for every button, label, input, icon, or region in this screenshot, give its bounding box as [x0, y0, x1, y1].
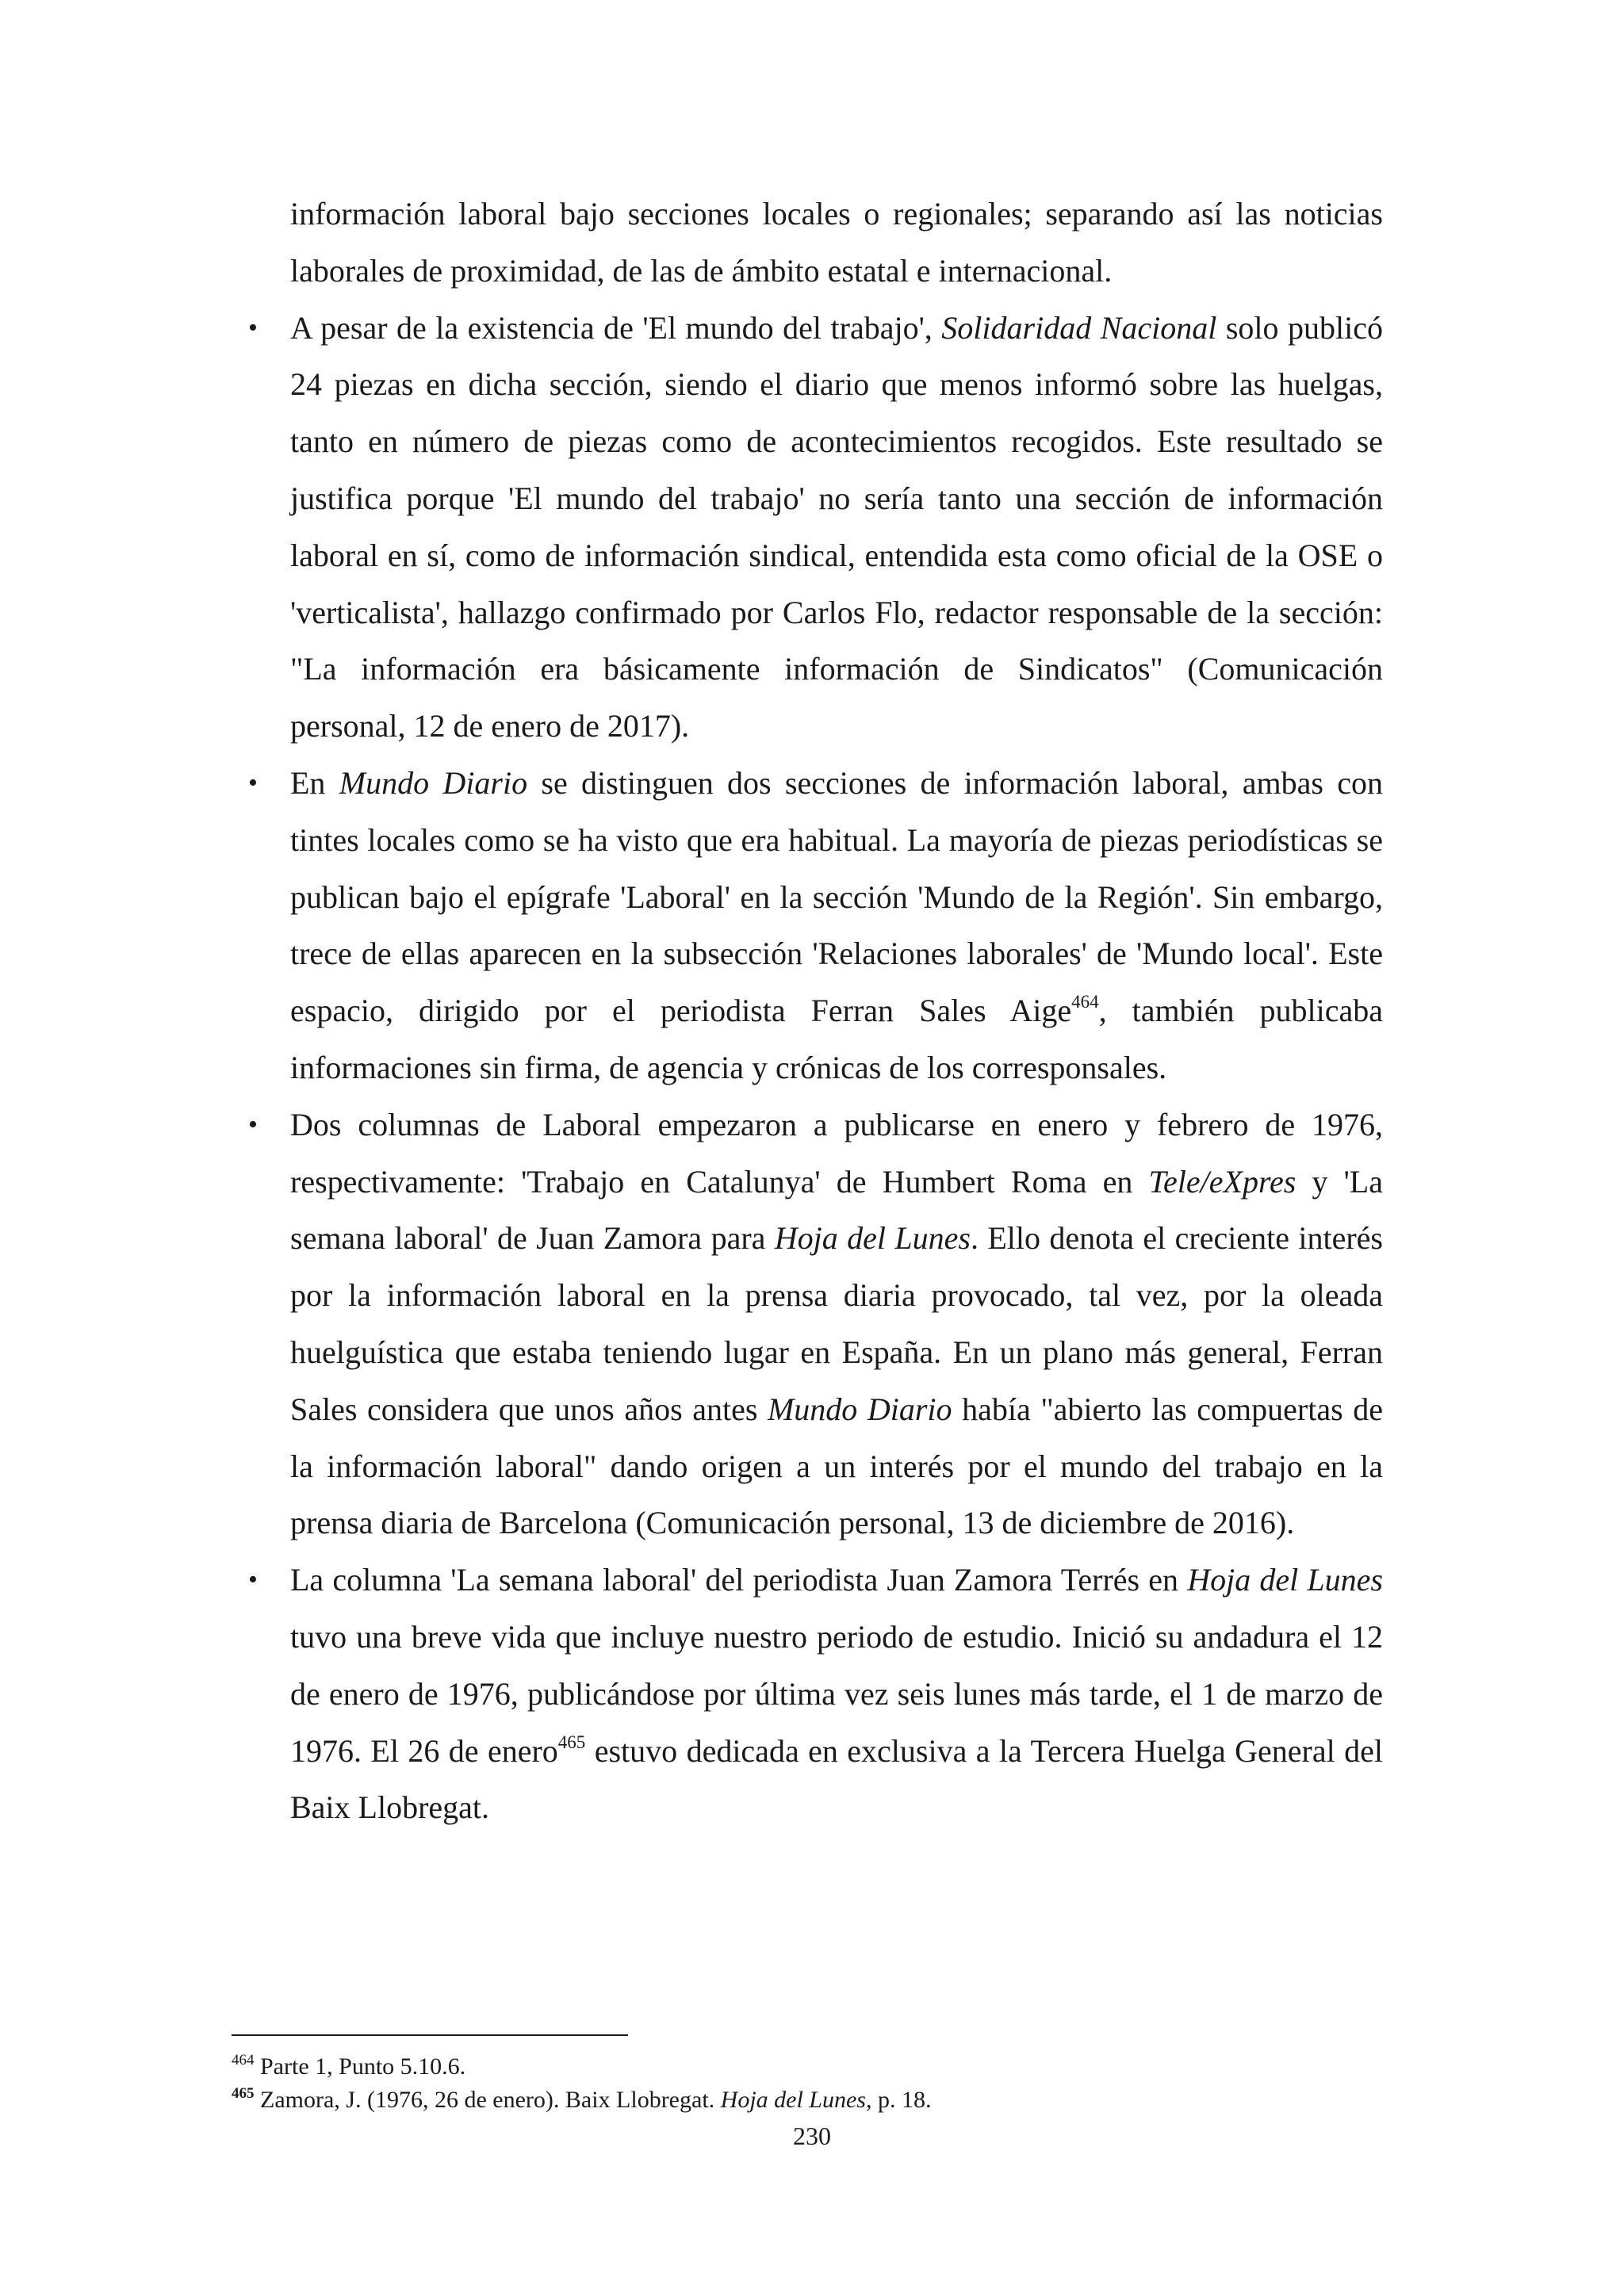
newspaper-title: Mundo Diario — [767, 1391, 952, 1427]
newspaper-title: Mundo Diario — [339, 764, 528, 801]
bullet-icon: • — [248, 767, 258, 798]
list-item — [248, 300, 1383, 755]
bullet-text: La columna 'La semana laboral' del periodista Juan Zamora Terrés en Hoja del Lunes tuvo una breve vida que incluye nuestro periodo de estudio. Inició su andadura el 12 de enero de 1976, publicándose por última vez seis lunes más tarde, el 1 de marzo de 1976. El 26 de enero$^{465}$ estuvo dedicada en exclusiva a la Tercera Huelga General del Baix Llobregat. — [290, 1562, 1383, 1826]
newspaper-title: Solidaridad Nacional — [941, 309, 1217, 346]
bullet-text: Dos columnas de Laboral empezaron a publicarse en enero y febrero de 1976, respectivamente: 'Trabajo en Catalunya' de Humbert Roma en Tele/eXpres y 'La semana laboral' de Juan Zamora para Hoja del Lunes. Ello denota el creciente interés por la información laboral en la prensa diaria provocado, tal vez, por la oleada huelguística que estaba teniendo lugar en España. En un plano más general, Ferran Sales considera que unos años antes Mundo Diario había "abierto las compuertas de la información laboral" dando origen a un interés por el mundo del trabajo en la prensa diaria de Barcelona (Comunicación personal, 13 de diciembre de 2016). — [290, 1106, 1383, 1541]
bullet-icon: • — [248, 1109, 258, 1139]
footnote-mark: 465 — [232, 2085, 255, 2102]
newspaper-title: Hoja del Lunes — [774, 1220, 971, 1257]
list-item — [248, 755, 1384, 1096]
bullet-icon: • — [248, 1565, 258, 1595]
footnote-divider — [232, 2034, 628, 2036]
footnote-465: $^{465}$ Zamora, J. (1976, 26 de enero). Baix Llobregat. Hoja del Lunes, p. 18. — [232, 2085, 932, 2113]
list-item — [248, 1552, 1383, 1836]
footnotes — [232, 2052, 1381, 2118]
intro-paragraph — [290, 186, 1383, 300]
footnote-reference[interactable]: 465 — [557, 1732, 586, 1752]
bullet-icon: • — [248, 312, 258, 342]
page-number: 230 — [793, 2122, 831, 2150]
footnote-reference[interactable]: 464 — [1071, 992, 1099, 1012]
newspaper-title: Hoja del Lunes — [720, 2087, 866, 2113]
newspaper-title: Hoja del Lunes — [1187, 1562, 1383, 1598]
bullet-list — [248, 300, 1384, 1837]
intro-text: información laboral bajo secciones locales o regionales; separando así las noticias laborales de proximidad, de las de ámbito estatal e internacional. — [290, 196, 1383, 289]
list-item — [248, 1096, 1383, 1552]
footnote-mark: 464 — [232, 2052, 255, 2068]
footnote-464: $^{464}$ Parte 1, Punto 5.10.6. — [232, 2052, 466, 2080]
bullet-text: A pesar de la existencia de 'El mundo del trabajo', Solidaridad Nacional solo publicó 24 piezas en dicha sección, siendo el diario que menos informó sobre las huelgas, tanto en número de piezas como de acontecimientos recogidos. Este resultado se justifica porque 'El mundo del trabajo' no sería tanto una sección de información laboral en sí, como de información sindical, entendida esta como oficial de la OSE o 'verticalista', hallazgo confirmado por Carlos Flo, redactor responsable de la sección: "La información era básicamente información de Sindicatos" (Comunicación personal, 12 de enero de 2017). — [290, 309, 1383, 744]
body-text — [248, 186, 1384, 1836]
bullet-text: En Mundo Diario se distinguen dos secciones de información laboral, ambas con tintes locales como se ha visto que era habitual. La mayoría de piezas periodísticas se publican bajo el epígrafe 'Laboral' en la sección 'Mundo de la Región'. Sin embargo, trece de ellas aparecen en la subsección 'Relaciones laborales' de 'Mundo local'. Este espacio, dirigido por el periodista Ferran Sales Aige$^{464}$, también publicaba informaciones sin firma, de agencia y crónicas de los corresponsales. — [290, 764, 1384, 1085]
newspaper-title: Tele/eXpres — [1148, 1163, 1297, 1200]
